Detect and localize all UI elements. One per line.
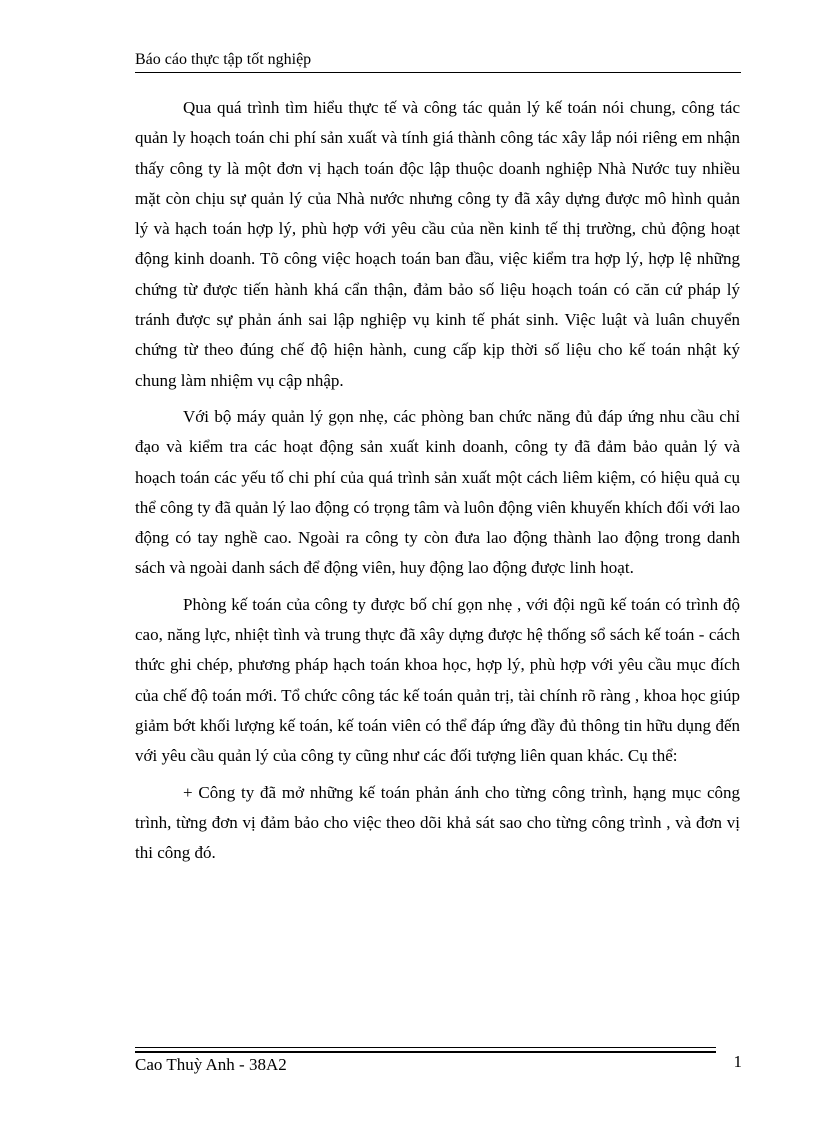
paragraph-4: + Công ty đã mở những kế toán phản ánh cho từng công trình, hạng mục công trình, từng đơn vị đảm bảo cho việc theo dõi khả sát sao cho từng công trình , và đơn vị thi công đó. bbox=[135, 782, 740, 863]
footer-author: Cao Thuỳ Anh - 38A2 bbox=[135, 1055, 287, 1074]
document-body bbox=[135, 93, 740, 874]
paragraph-1: Qua quá trình tìm hiểu thực tế và công tác quản lý kế toán nói chung, công tác quản ly hoạch toán chi phí sản xuất và tính giá thành công tác xây lắp nói riêng em nhận thấy công ty là một đơn vị hạch toán độc lập thuộc doanh nghiệp Nhà Nước tuy nhiều mặt còn chịu sự quản lý của Nhà nước nhưng công ty đã xây dựng được mô hình quản lý và hạch toán hợp lý, phù hợp với yêu cầu của nền kinh tế thị trường, chủ động hoạt động kinh doanh. Tõ công việc hoạch toán ban đầu, việc kiểm tra hợp lý, hợp lệ những chứng từ được tiến hành khá cẩn thận, đảm bảo số liệu hoạch toán có căn cứ pháp lý tránh được sự phản ánh sai lập nghiệp vụ kinh tế phát sinh. Việc luật và luân chuyển chứng từ theo đúng chế độ hiện hành, cung cấp kịp thời số liệu cho kế toán nhật ký chung làm nhiệm vụ cập nhập. bbox=[135, 98, 740, 390]
paragraph-2: Với bộ máy quản lý gọn nhẹ, các phòng ban chức năng đủ đáp ứng nhu cầu chỉ đạo và kiểm tra các hoạt động sản xuất kinh doanh, công ty đã đảm bảo quản lý và hoạch toán các yếu tố chi phí của quá trình sản xuất một cách liêm kiệm, có hiệu quả cụ thể công ty đã quản lý lao động có trọng tâm và luôn động viên khuyến khích đối với lao động có tay nghề cao. Ngoài ra công ty còn đưa lao động thành lao động trong danh sách và ngoài danh sách để động viên, huy động lao động được linh hoạt. bbox=[135, 406, 740, 578]
footer-divider-thick bbox=[135, 1051, 716, 1053]
header-title: Báo cáo thực tập tốt nghiệp bbox=[135, 51, 312, 68]
paragraph-3: Phòng kế toán của công ty được bố chí gọn nhẹ , với đội ngũ kế toán có trình độ cao, năng lực, nhiệt tình và trung thực đã xây dựng được hệ thống sổ sách kế toán - cách thức ghi chép, phương pháp hạch toán khoa học, hợp lý, phù hợp với yêu cầu mục đích của chế độ toán mới. Tổ chức công tác kế toán quản trị, tài chính rõ ràng , khoa học giúp giảm bớt khối lượng kế toán, kế toán viên có thể đáp ứng đầy đủ thông tin hữu dụng đến với yêu cầu quản lý của công ty cũng như các đối tượng liên quan khác. Cụ thể: bbox=[135, 594, 740, 766]
footer-divider-thin bbox=[135, 1047, 716, 1048]
page-number: 1 bbox=[733, 1052, 742, 1071]
page-header bbox=[135, 50, 741, 73]
